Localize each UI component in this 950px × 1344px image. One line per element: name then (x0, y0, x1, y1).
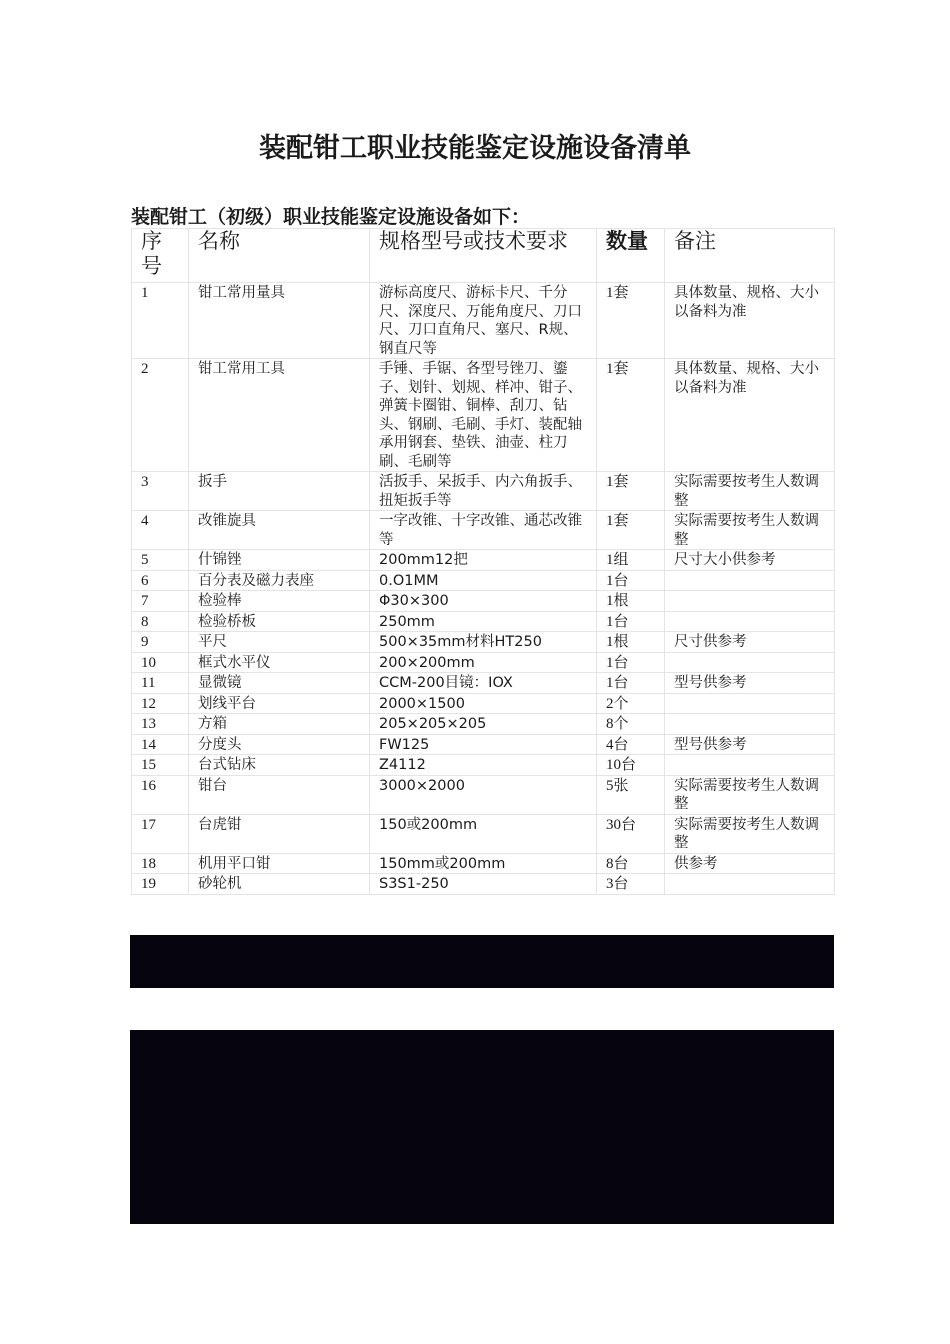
table-row (132, 734, 835, 755)
cell-note: 实际需要按考生人数调整 (665, 775, 835, 814)
cell-name: 改锥旋具 (189, 511, 370, 550)
cell-qty: 1套 (597, 511, 665, 550)
cell-no: 7 (132, 591, 189, 612)
cell-name: 钳台 (189, 775, 370, 814)
cell-no: 16 (132, 775, 189, 814)
cell-name: 扳手 (189, 472, 370, 511)
table-row (132, 283, 835, 359)
cell-spec: 游标高度尺、游标卡尺、千分尺、深度尺、万能角度尺、刀口尺、刀口直角尺、塞尺、R规、钢直尺等 (370, 283, 597, 359)
cell-name: 分度头 (189, 734, 370, 755)
table-row (132, 472, 835, 511)
cell-no: 14 (132, 734, 189, 755)
table-row (132, 693, 835, 714)
cell-spec: 0.O1MM (370, 570, 597, 591)
cell-note: 型号供参考 (665, 734, 835, 755)
cell-spec: 3000×2000 (370, 775, 597, 814)
cell-spec: 250mm (370, 611, 597, 632)
cell-no: 17 (132, 814, 189, 853)
table-header-row (132, 229, 835, 283)
cell-qty: 1根 (597, 632, 665, 653)
table-row (132, 673, 835, 694)
cell-spec: 205×205×205 (370, 714, 597, 735)
header-note: 备注 (665, 229, 835, 283)
cell-note: 具体数量、规格、大小以备料为准 (665, 359, 835, 472)
section-heading: 装配钳工（初级）职业技能鉴定设施设备如下： (131, 206, 531, 228)
cell-note (665, 755, 835, 776)
cell-name: 钳工常用量具 (189, 283, 370, 359)
cell-name: 台式钻床 (189, 755, 370, 776)
cell-note: 尺寸大小供参考 (665, 550, 835, 571)
cell-no: 1 (132, 283, 189, 359)
cell-no: 18 (132, 853, 189, 874)
table-row (132, 591, 835, 612)
cell-qty: 1台 (597, 570, 665, 591)
cell-name: 方箱 (189, 714, 370, 735)
table-row (132, 714, 835, 735)
cell-note (665, 874, 835, 895)
cell-no: 6 (132, 570, 189, 591)
table-row (132, 853, 835, 874)
cell-qty: 4台 (597, 734, 665, 755)
cell-note (665, 591, 835, 612)
cell-name: 框式水平仪 (189, 652, 370, 673)
cell-qty: 1台 (597, 652, 665, 673)
cell-no: 9 (132, 632, 189, 653)
cell-no: 10 (132, 652, 189, 673)
cell-spec: 手锤、手锯、各型号锉刀、鎏子、划针、划规、样冲、钳子、弹簧卡圈钳、铜棒、刮刀、钻头、钢刷、毛刷、手灯、装配轴承用钢套、垫铁、油壶、柱刀刷、毛刷等 (370, 359, 597, 472)
cell-name: 显微镜 (189, 673, 370, 694)
cell-spec: 150mm或200mm (370, 853, 597, 874)
table-row (132, 652, 835, 673)
cell-name: 划线平台 (189, 693, 370, 714)
cell-name: 什锦锉 (189, 550, 370, 571)
redacted-block (130, 1030, 834, 1224)
cell-spec: 200mm12把 (370, 550, 597, 571)
cell-no: 5 (132, 550, 189, 571)
table-row (132, 511, 835, 550)
cell-spec: 150或200mm (370, 814, 597, 853)
equipment-table (131, 228, 835, 895)
header-spec: 规格型号或技术要求 (370, 229, 597, 283)
cell-name: 检验桥板 (189, 611, 370, 632)
cell-note: 实际需要按考生人数调整 (665, 814, 835, 853)
cell-name: 砂轮机 (189, 874, 370, 895)
cell-name: 机用平口钳 (189, 853, 370, 874)
cell-note (665, 652, 835, 673)
cell-qty: 8个 (597, 714, 665, 735)
cell-note: 实际需要按考生人数调整 (665, 511, 835, 550)
cell-note: 具体数量、规格、大小以备料为准 (665, 283, 835, 359)
cell-spec: S3S1-250 (370, 874, 597, 895)
cell-spec: 一字改锥、十字改锥、通芯改锥等 (370, 511, 597, 550)
cell-no: 19 (132, 874, 189, 895)
cell-qty: 1套 (597, 472, 665, 511)
redacted-block (130, 935, 834, 988)
table-row (132, 570, 835, 591)
table-row (132, 632, 835, 653)
cell-note (665, 693, 835, 714)
cell-note: 供参考 (665, 853, 835, 874)
cell-no: 8 (132, 611, 189, 632)
cell-note: 型号供参考 (665, 673, 835, 694)
cell-qty: 1套 (597, 359, 665, 472)
cell-no: 13 (132, 714, 189, 735)
table-row (132, 874, 835, 895)
cell-no: 3 (132, 472, 189, 511)
cell-spec: 2000×1500 (370, 693, 597, 714)
cell-note (665, 611, 835, 632)
document-title: 装配钳工职业技能鉴定设施设备清单 (259, 133, 691, 164)
cell-spec: 500×35mm材料HT250 (370, 632, 597, 653)
cell-name: 百分表及磁力表座 (189, 570, 370, 591)
header-no: 序号 (132, 229, 189, 283)
cell-qty: 2个 (597, 693, 665, 714)
cell-qty: 1台 (597, 673, 665, 694)
table-row (132, 755, 835, 776)
cell-spec: Φ30×300 (370, 591, 597, 612)
table-body (132, 283, 835, 895)
cell-name: 钳工常用工具 (189, 359, 370, 472)
table-row (132, 814, 835, 853)
cell-name: 平尺 (189, 632, 370, 653)
cell-no: 4 (132, 511, 189, 550)
cell-qty: 5张 (597, 775, 665, 814)
cell-qty: 8台 (597, 853, 665, 874)
table-row (132, 359, 835, 472)
cell-note (665, 570, 835, 591)
cell-qty: 1台 (597, 611, 665, 632)
table-row (132, 611, 835, 632)
cell-spec: CCM-200目镜：IOX (370, 673, 597, 694)
header-name: 名称 (189, 229, 370, 283)
header-qty: 数量 (597, 229, 665, 283)
cell-spec: FW125 (370, 734, 597, 755)
cell-spec: Z4112 (370, 755, 597, 776)
cell-qty: 1套 (597, 283, 665, 359)
cell-note: 实际需要按考生人数调整 (665, 472, 835, 511)
cell-spec: 200×200mm (370, 652, 597, 673)
cell-no: 11 (132, 673, 189, 694)
table-row (132, 550, 835, 571)
cell-qty: 1组 (597, 550, 665, 571)
cell-no: 12 (132, 693, 189, 714)
cell-no: 15 (132, 755, 189, 776)
cell-qty: 10台 (597, 755, 665, 776)
cell-spec: 活扳手、呆扳手、内六角扳手、扭矩扳手等 (370, 472, 597, 511)
cell-qty: 1根 (597, 591, 665, 612)
cell-qty: 30台 (597, 814, 665, 853)
table-row (132, 775, 835, 814)
cell-note: 尺寸供参考 (665, 632, 835, 653)
cell-name: 台虎钳 (189, 814, 370, 853)
cell-note (665, 714, 835, 735)
cell-no: 2 (132, 359, 189, 472)
cell-name: 检验棒 (189, 591, 370, 612)
cell-qty: 3台 (597, 874, 665, 895)
